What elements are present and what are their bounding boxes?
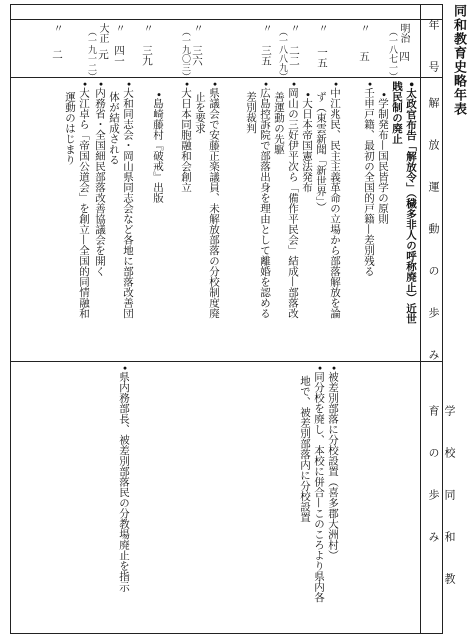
- year-divider-line: [11, 77, 442, 78]
- era-label: 明治: [398, 23, 409, 43]
- liberation-entry: •学制発布—国民皆学の原則: [377, 81, 389, 224]
- section-divider-line: [11, 361, 442, 362]
- liberation-entry: ず（東雲新聞「新世界」）: [315, 81, 327, 213]
- era-year: 五: [358, 51, 370, 62]
- era-label: 〃: [113, 23, 124, 33]
- liberation-entry: •大江卓ら「帝国公道会」を創立—全国的同情融和: [78, 81, 90, 319]
- liberation-entry: •大日本帝国憲法発布: [301, 81, 313, 193]
- western-year: （一九一二）: [86, 27, 96, 81]
- liberation-entry: 善運動の先駆: [273, 81, 285, 155]
- school-entry: 地で、被差別部落内に分校設置: [299, 365, 311, 523]
- liberation-entry: 運動のはじまり: [64, 81, 76, 165]
- era-label: 〃: [288, 23, 299, 33]
- header-year: 年 号: [427, 19, 440, 82]
- era-label: 大正: [97, 23, 108, 43]
- era-year: 四一: [113, 45, 125, 66]
- era-year: 四: [398, 51, 410, 62]
- liberation-entry: 差別裁判: [245, 81, 257, 134]
- liberation-entry: 賎民制の廃止: [391, 81, 403, 144]
- header-school: 学 校 同 和 教 育 の 歩 み: [427, 405, 456, 615]
- school-entry: •同分校を廃し、本校に併合—このころより県内各: [313, 365, 325, 603]
- liberation-entry: •県議会で安藤正楽議員、未解放部落の分校制度廃: [208, 81, 220, 319]
- liberation-entry: •中江兆民、民主主義革命の立場から部落解放を論: [329, 81, 341, 319]
- era-year: 一五: [316, 47, 328, 68]
- era-year: 三六: [191, 45, 203, 66]
- era-label: 〃: [141, 23, 152, 33]
- liberation-entry: •太政官布告「解放令」（穢多非人の呼称廃止）近世: [405, 81, 417, 324]
- liberation-entry: •島崎藤村『破戒』出版: [152, 81, 164, 203]
- era-year: 三九: [141, 45, 153, 66]
- western-year: （一九〇三）: [180, 27, 190, 81]
- chronology-table: [10, 4, 456, 634]
- page-title: 同和教育史略年表: [451, 4, 466, 116]
- era-label: 〃: [191, 23, 202, 33]
- era-label: 〃: [358, 23, 369, 33]
- western-year: （一八八九）: [277, 27, 287, 81]
- header-column-line: [420, 5, 421, 633]
- school-entry: •被差別部落に分校設置（喜多郡大洲村）: [327, 365, 339, 561]
- era-label: 〃: [316, 23, 327, 33]
- era-label: 〃: [51, 23, 62, 33]
- header-liberation: 解 放 運 動 の 歩 み: [427, 97, 440, 370]
- liberation-entry: •内務省・全国細民部落改善協議会を開く: [94, 81, 106, 277]
- liberation-entry: •大日本同胞融和会創立: [180, 81, 192, 193]
- era-label: 〃: [260, 23, 271, 33]
- era-year: 三五: [260, 45, 272, 66]
- liberation-entry: •岡山の三好伊平次ら「備作平民会」結成—部落改: [287, 81, 299, 319]
- liberation-entry: 止を要求: [194, 81, 206, 134]
- liberation-entry: 体が結成される: [108, 81, 120, 165]
- liberation-entry: •壬申戸籍、最初の全国的戸籍—差別残る: [363, 81, 375, 277]
- era-year: 元: [97, 49, 109, 60]
- school-entry: •県内務部長、被差別部落民の分教場廃止を指示: [118, 365, 130, 592]
- liberation-entry: •大和同志会・岡山県同志会など各地に部落改善団: [122, 81, 134, 319]
- western-year: （一八七一）: [387, 27, 397, 81]
- era-year: 二: [51, 49, 63, 60]
- header-top-line: [11, 19, 442, 20]
- liberation-entry: •広島控訴院で部落出身を理由として離婚を認める: [259, 81, 271, 319]
- era-year: 二二: [288, 45, 300, 66]
